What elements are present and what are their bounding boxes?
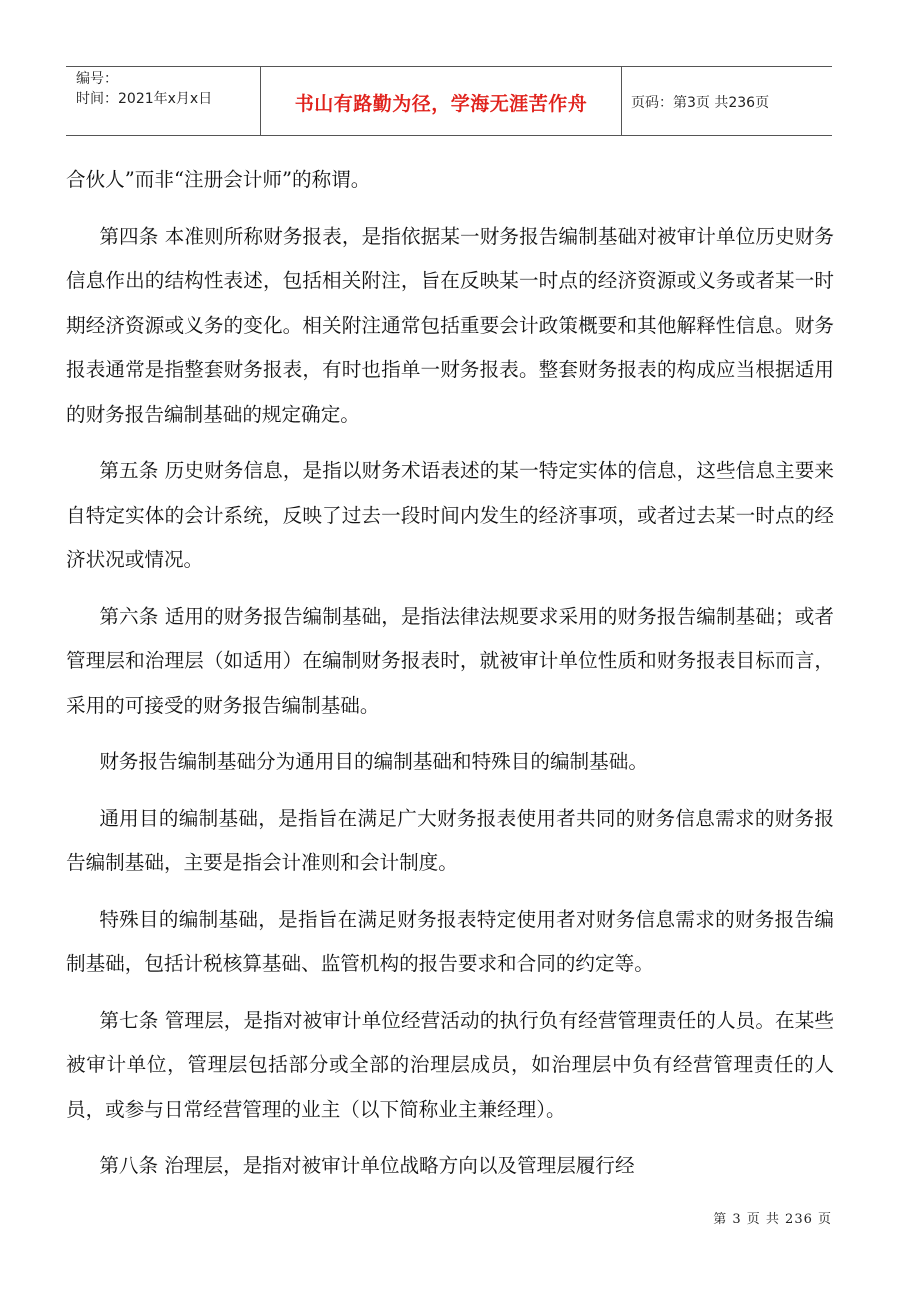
page-footer: 第 3 页 共 236 页 bbox=[713, 1212, 832, 1227]
paragraph-article-7: 第七条 管理层，是指对被审计单位经营活动的执行负有经营管理责任的人员。在某些被审计单位，管理层包括部分或全部的治理层成员，如治理层中负有经营管理责任的人员，或参与日常经营管理的业主（以下简称业主兼经理）。 bbox=[66, 1008, 834, 1121]
header-motto: 书山有路勤为径，学海无涯苦作舟 bbox=[294, 93, 588, 115]
time-label: 时间：2021年x月x日 bbox=[76, 91, 213, 107]
header-page-info: 页码：第3页 共236页 bbox=[631, 95, 770, 111]
header-divider bbox=[621, 67, 622, 135]
paragraph: 通用目的编制基础，是指旨在满足广大财务报表使用者共同的财务信息需求的财务报告编制基础，主要是指会计准则和会计制度。 bbox=[66, 806, 834, 874]
paragraph: 合伙人”而非“注册会计师”的称谓。 bbox=[66, 168, 371, 191]
paragraph: 特殊目的编制基础，是指旨在满足财务报表特定使用者对财务信息需求的财务报告编制基础，包括计税核算基础、监管机构的报告要求和合同的约定等。 bbox=[66, 907, 834, 975]
paragraph-article-6: 第六条 适用的财务报告编制基础，是指法律法规要求采用的财务报告编制基础；或者管理层和治理层（如适用）在编制财务报表时，就被审计单位性质和财务报表目标而言，采用的可接受的财务报告编制基础。 bbox=[66, 604, 834, 717]
page-header bbox=[66, 66, 832, 136]
paragraph-article-5: 第五条 历史财务信息，是指以财务术语表述的某一特定实体的信息，这些信息主要来自特定实体的会计系统，反映了过去一段时间内发生的经济事项，或者过去某一时点的经济状况或情况。 bbox=[66, 459, 834, 571]
header-meta bbox=[76, 69, 212, 109]
document-body bbox=[66, 158, 834, 1201]
paragraph: 财务报告编制基础分为通用目的编制基础和特殊目的编制基础。 bbox=[99, 750, 648, 773]
paragraph-article-8: 第八条 治理层，是指对被审计单位战略方向以及管理层履行经 bbox=[99, 1154, 635, 1177]
number-label: 编号： bbox=[76, 71, 118, 87]
paragraph-article-4: 第四条 本准则所称财务报表，是指依据某一财务报告编制基础对被审计单位历史财务信息作出的结构性表述，包括相关附注，旨在反映某一时点的经济资源或义务或者某一时期经济资源或义务的变化。相关附注通常包括重要会计政策概要和其他解释性信息。财务报表通常是指整套财务报表，有时也指单一财务报表。整套财务报表的构成应当根据适用的财务报告编制基础的规定确定。 bbox=[66, 224, 834, 426]
